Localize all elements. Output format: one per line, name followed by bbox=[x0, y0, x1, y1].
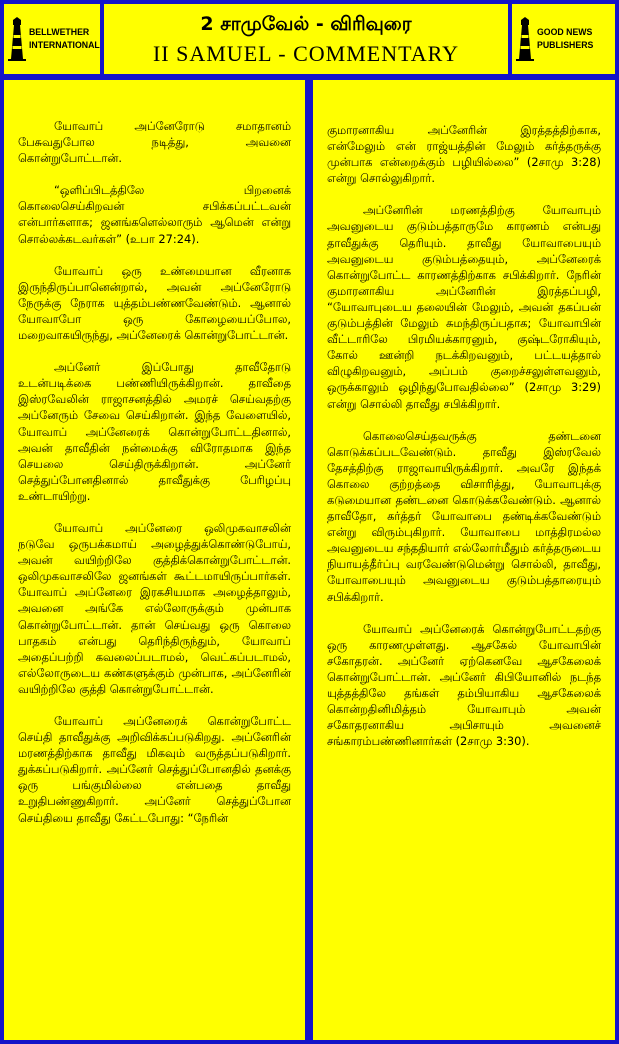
lighthouse-icon bbox=[8, 17, 26, 61]
paragraph: யோவாப் அப்னேரை ஒலிமுகவாசலின் நடுவே ஒருபக்கமாய் அழைத்துக்கொண்டுபோய், அவன் வயிற்றிலே குத்திக்கொன்றுபோட்டான். ஒலிமுகவாசலிலே ஜனங்கள் கூட்டமாயிருப்பார்கள். யோவாப் அப்னேரை இரகசியமாக அழைத்தாலும், அவனை அங்கே எல்லோருக்கும் முன்பாக கொன்றுபோட்டான். தான் செய்வது ஒரு கொலை பாதகம் என்பது தெரிந்திருந்தும், யோவாப் அதைப்பற்றி கவலைப்படாமல், வெட்கப்படாமல், எல்லோருடைய கண்களுக்கும் முன்பாக, அப்னேரின் வயிற்றிலே குத்தி கொன்றுபோட்டான். bbox=[18, 520, 291, 696]
paragraph: குமாரனாகிய அப்னேரின் இரத்தத்திற்காக, என்மேலும் என் ராஜ்யத்தின் மேலும் கர்த்தருக்கு முன்பாக என்றைக்கும் பழியில்லை” (2சாமு 3:28) என்று சொல்லுகிறார். bbox=[327, 123, 601, 186]
paragraph: அப்னேர் இப்போது தாவீதோடு உடன்படிக்கை பண்ணியிருக்கிறான். தாவீதை இஸ்ரவேலின் ராஜாசனத்தில் அமரச் செய்வதற்கு அப்னேரும் சேவை செய்கிறான். இந்த வேளையில், யோவாப் அப்னேரைக் கொன்றுபோட்டதினால், அவன் தாவீதின் நன்மைக்கு விரோதமாக இந்த செயலை செய்திருக்கிறான். அப்னேர் செத்துப்போனதினால் தாவீதுக்கு பேரிழப்பு உண்டாயிற்று. bbox=[18, 360, 291, 503]
title-english: II SAMUEL - COMMENTARY bbox=[152, 41, 460, 66]
right-column bbox=[313, 80, 615, 1040]
left-column bbox=[4, 80, 305, 1040]
good-news-logo bbox=[512, 4, 615, 74]
logo-left-line1: BELLWETHER bbox=[29, 27, 90, 38]
lighthouse-icon bbox=[516, 17, 534, 61]
title-tamil: 2 சாமுவேல் - விரிவுரை bbox=[200, 13, 412, 35]
page-header bbox=[104, 4, 508, 74]
bellwether-logo bbox=[4, 4, 100, 74]
paragraph: யோவாப் ஒரு உண்மையான வீரனாக இருந்திருப்பானென்றால், அவன் அப்னேரோடு நேருக்கு நேராக யுத்தம்பண்ணவேண்டும். ஆனால் யோவாபோ ஒரு கோழையைப்போல, மறைவாகயிருந்து, அப்னேரைக் கொன்றுபோட்டான். bbox=[18, 263, 291, 343]
paragraph: கொலைசெய்தவருக்கு தண்டனை கொடுக்கப்படவேண்டும். தாவீது இஸ்ரவேல் தேசத்திற்கு ராஜாவாயிருக்கிறார். அவரே இந்தக் கொலை குற்றத்தை விசாரித்து, யோவாபுக்கு கடுமையான தண்டனை கொடுக்கவேண்டும். ஆனால் தாவீதோ, கர்த்தர் யோவாபை தண்டிக்கவேண்டும் என்று விரும்புகிறார். யோவாபை மாத்திரமல்ல அவனுடைய சந்ததியார் எல்லோர்மீதும் கர்த்தருடைய நியாயத்தீர்ப்பு வரவேண்டுமென்று சொல்லி, தாவீது, யோவாபையும் அவனுடைய குடும்பத்தாரையும் சபிக்கிறார். bbox=[327, 428, 601, 604]
paragraph: “ஒளிப்பிடத்திலே பிறனைக் கொலைசெய்கிறவன் சபிக்கப்பட்டவன் என்பார்களாக; ஜனங்களெல்லாரும் ஆமென் என்று சொல்லக்கடவர்கள்” (உபா 27:24). bbox=[18, 183, 291, 246]
logo-left-line2: INTERNATIONAL bbox=[29, 40, 100, 51]
paragraph: யோவாப் அப்னேரோடு சமாதானம் பேசுவதுபோல நடித்து, அவனை கொன்றுபோட்டான். bbox=[18, 119, 291, 166]
paragraph: யோவாப் அப்னேரைக் கொன்றுபோட்ட செய்தி தாவீதுக்கு அறிவிக்கப்படுகிறது. அப்னேரின் மரணத்திற்காக தாவீது மிகவும் வருத்தப்படுகிறார். துக்கப்படுகிறார். அப்னேர் செத்துப்போனதில் தனக்கு ஒரு பங்குமில்லை என்பதை தாவீது உறுதிபண்ணுகிறார். அப்னேர் செத்துப்போன செய்தியை தாவீது கேட்டபோது: “நேரின் bbox=[18, 714, 291, 825]
paragraph: யோவாப் அப்னேரைக் கொன்றுபோட்டதற்கு ஒரு காரணமுள்ளது. ஆசகேல் யோவாபின் சகோதரன். அப்னேர் ஏற்கெனவே ஆசகேலைக் கொன்றுபோட்டான். அப்னேர் கிபியோனில் நடந்த யுத்தத்திலே தங்கள் தம்பியாகிய ஆசகேலைக் கொன்றதினிமித்தம் யோவாபும் அவன் சகோதரனாகிய அபிசாயும் அவனைச் சங்காரம்பண்ணினார்கள் (2சாமு 3:30). bbox=[327, 621, 601, 749]
logo-right-line2: PUBLISHERS bbox=[537, 40, 594, 51]
logo-right-line1: GOOD NEWS bbox=[537, 27, 593, 38]
paragraph: அப்னேரின் மரணத்திற்கு யோவாபும் அவனுடைய குடும்பத்தாருமே காரணம் என்பது தாவீதுக்கு தெரியும். தாவீது யோவாபையும் அவனுடைய குடும்பத்தையும், அப்னேரைக் கொன்றுபோட்ட காரணத்திற்காக சபிக்கிறார். நேரின் குமாரனாகிய அப்னேரின் இரத்தப்பழி, “யோவாபுடைய தலையின் மேலும், அவன் தகப்பன் குடும்பத்தின் மேலும் சுமந்திருப்பதாக; யோவாபின் வீட்டாரிலே பிரமியக்காரனும், குஷ்டரோகியும், கோல் ஊன்றி நடக்கிறவனும், பட்டயத்தால் விழுகிறவனும், அப்பம் குறைச்சலுள்ளவனும், ஒருக்காலும் ஒழிந்துபோவதில்லை” (2சாமு 3:29) என்று சொல்லி தாவீது சபிக்கிறார். bbox=[327, 203, 601, 411]
